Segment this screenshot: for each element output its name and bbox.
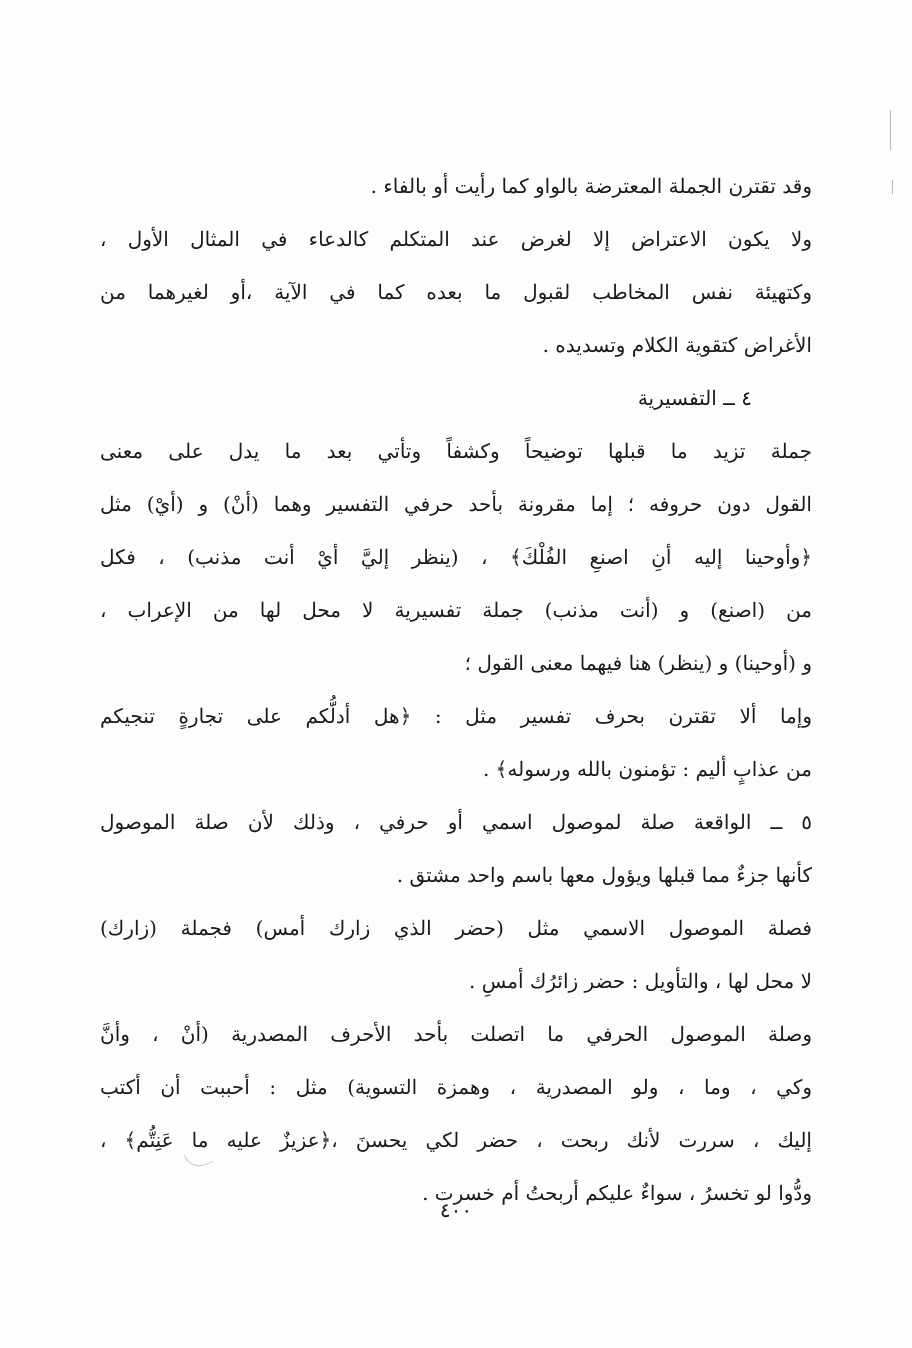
section-heading-tafsiriyya (100, 372, 812, 425)
text-line: الأغراض كتقوية الكلام وتسديده . (542, 333, 812, 357)
paragraph-particle-relative (100, 1008, 812, 1220)
text-line: ﴿وأوحينا إليه أنِ اصنعِ الفُلْكَ﴾ ، (ينظر إليَّ أيْ أنت مذنب) ، فكل (100, 545, 812, 569)
text-line: و (أوحينا) و (ينظر) هنا فيهما معنى القول ؛ (464, 651, 812, 675)
text-line: وكي ، وما ، ولو المصدرية ، وهمزة التسوية) مثل : أحببت أن أكتب (100, 1075, 812, 1099)
text-line: ودُّوا لو تخسرُ ، سواءٌ عليكم أربحتُ أم خسرت . (422, 1181, 812, 1205)
scan-edge-mark (890, 110, 891, 150)
text-line: وقد تقترن الجملة المعترضة بالواو كما رأيت أو بالفاء . (370, 174, 812, 198)
text-line: من عذابٍ أليم : تؤمنون بالله ورسوله﴾ . (482, 757, 812, 781)
paragraph-nominal-relative (100, 902, 812, 1008)
text-line: ولا يكون الاعتراض إلا لغرض عند المتكلم كالدعاء في المثال الأول ، (100, 227, 812, 251)
text-line: وصلة الموصول الحرفي ما اتصلت بأحد الأحرف المصدرية (أنْ ، وأنَّ (100, 1022, 812, 1046)
text-line: كأنها جزءٌ مما قبلها ويؤول معها باسم واحد مشتق . (396, 863, 812, 887)
page-number: ٤٠٠ (439, 1198, 473, 1222)
text-line: القول دون حروفه ؛ إما مقرونة بأحد حرفي التفسير وهما (أنْ) و (أيْ) مثل (100, 492, 812, 516)
scan-edge-mark (892, 180, 893, 194)
paragraph-explanatory-definition (100, 425, 812, 690)
text-line: إليك ، سررت لأنك ربحت ، حضر لكي يحسنَ ،﴿عزيزٌ عليه ما عَنِتُّم﴾ ، (100, 1128, 812, 1152)
text-line: وإما ألا تقترن بحرف تفسير مثل : ﴿هل أدلُّكم على تجارةٍ تنجيكم (100, 704, 812, 728)
section-heading: ٤ ــ التفسيرية (637, 386, 752, 410)
text-line: لا محل لها ، والتأويل : حضر زائرُك أمسِ . (469, 969, 812, 993)
page-body (100, 160, 812, 1220)
text-line: فصلة الموصول الاسمي مثل (حضر الذي زارك أمس) فجملة (زارك) (100, 916, 812, 940)
paragraph-interjection-connectors (100, 160, 812, 213)
paragraph-relative-clause (100, 796, 812, 902)
paragraph-without-particle (100, 690, 812, 796)
paragraph-interjection-purpose (100, 213, 812, 372)
text-line: ٥ ــ الواقعة صلة لموصول اسمي أو حرفي ، وذلك لأن صلة الموصول (100, 810, 812, 834)
text-line: جملة تزيد ما قبلها توضيحاً وكشفاً وتأتي بعد ما يدل على معنى (100, 439, 812, 463)
text-line: وكتهيئة نفس المخاطب لقبول ما بعده كما في الآية ،أو لغيرهما من (100, 280, 812, 304)
text-line: من (اصنع) و (أنت مذنب) جملة تفسيرية لا محل لها من الإعراب ، (100, 598, 812, 622)
